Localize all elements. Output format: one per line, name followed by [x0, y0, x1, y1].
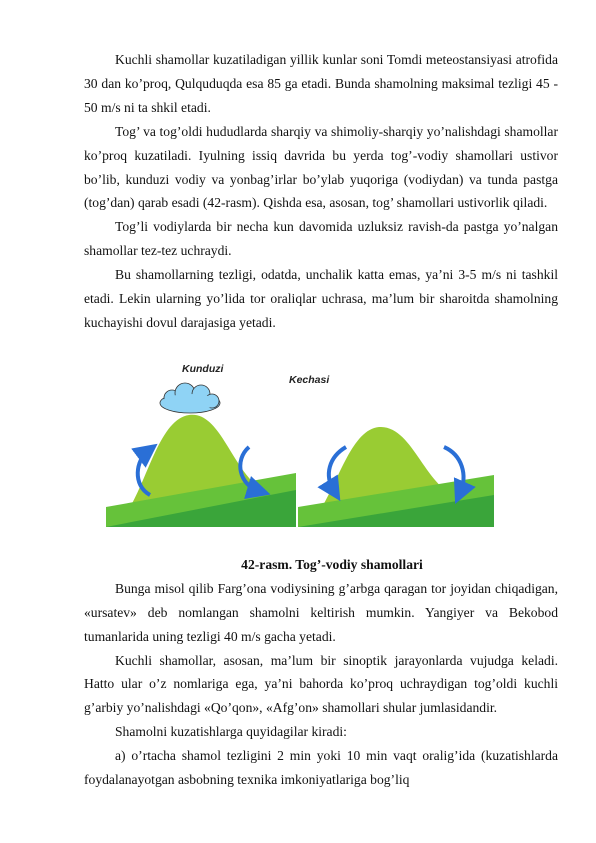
paragraph-mountain-valley-winds: Tog’ va tog’oldi hududlarda sharqiy va shimoliy-sharqiy yo’nalishdagi shamollar ko’proq kuzatiladi. Iyulning issiq davrida bu yerda tog’-vodiy shamollari ustivor bo’lib, kunduzi vodiy va yonbag’irlar bo’ylab yuqoriga (vodiydan) va tunda pastga (tog’dan) qarab esadi (42-rasm). Qishda esa, asosan, tog’ shamollari ustivorlik qiladi.	[84, 123, 558, 211]
figure-mountain-valley-winds	[84, 335, 558, 553]
document-page	[84, 48, 558, 792]
paragraph-wind-speed: Bu shamollarning tezligi, odatda, unchalik katta emas, ya’ni 3-5 m/s ni tashkil etadi. Lekin ularning yo’lida tor oraliqlar uchrasa, ma’lum bir sharoitda shamolning kuchayishi dovul darajasiga yetadi.	[84, 267, 558, 330]
paragraph-downward-winds: Tog’li vodiylarda bir necha kun davomida uzluksiz ravish-da pastga yo’nalgan shamollar tez-tez uchraydi.	[84, 219, 558, 259]
day-panel	[106, 383, 296, 527]
label-night: Kechasi	[289, 373, 330, 386]
paragraph-strong-winds-tomdi: Kuchli shamollar kuzatiladigan yillik kunlar soni Tomdi meteostansiyasi atrofida 30 dan ko’proq, Qulquduqda esa 85 ga etadi. Bunda shamolning maksimal tezligi 45 - 50 m/s ni ta shkil etadi.	[84, 52, 558, 115]
cloud-icon	[160, 383, 220, 413]
night-panel	[298, 427, 494, 527]
paragraph-observations-intro: Shamolni kuzatishlarga quyidagilar kiradi:	[115, 724, 347, 740]
figure-caption: 42-rasm. Tog’-vodiy shamollari	[241, 556, 423, 572]
paragraph-synoptic-processes: Kuchli shamollar, asosan, ma’lum bir sinoptik jarayonlarda vujudga keladi. Hatto ular o’z nomlariga ega, ya’ni bahorda ko’proq uchraydigan tog’oldi kuchli g’arbiy yo’nalishdagi «Qo’qon», «Afg’on» shamollari shular jumlasidandir.	[84, 652, 558, 716]
figure-illustration	[84, 335, 558, 553]
paragraph-ursatev: Bunga misol qilib Farg’ona vodiysining g’arbga qaragan tor joyidan chiqadigan, «ursatev» deb nomlangan shamolni keltirish mumkin. Yangiyer va Bekobod tumanlarida uning tezligi 40 m/s gacha yetadi.	[84, 580, 558, 644]
paragraph-observation-a: a) o’rtacha shamol tezligini 2 min yoki 10 min vaqt oralig’ida (kuzatishlarda foydalanayotgan asbobning texnika imkoniyatlariga bog’liq	[84, 748, 558, 788]
label-day: Kunduzi	[182, 362, 224, 375]
